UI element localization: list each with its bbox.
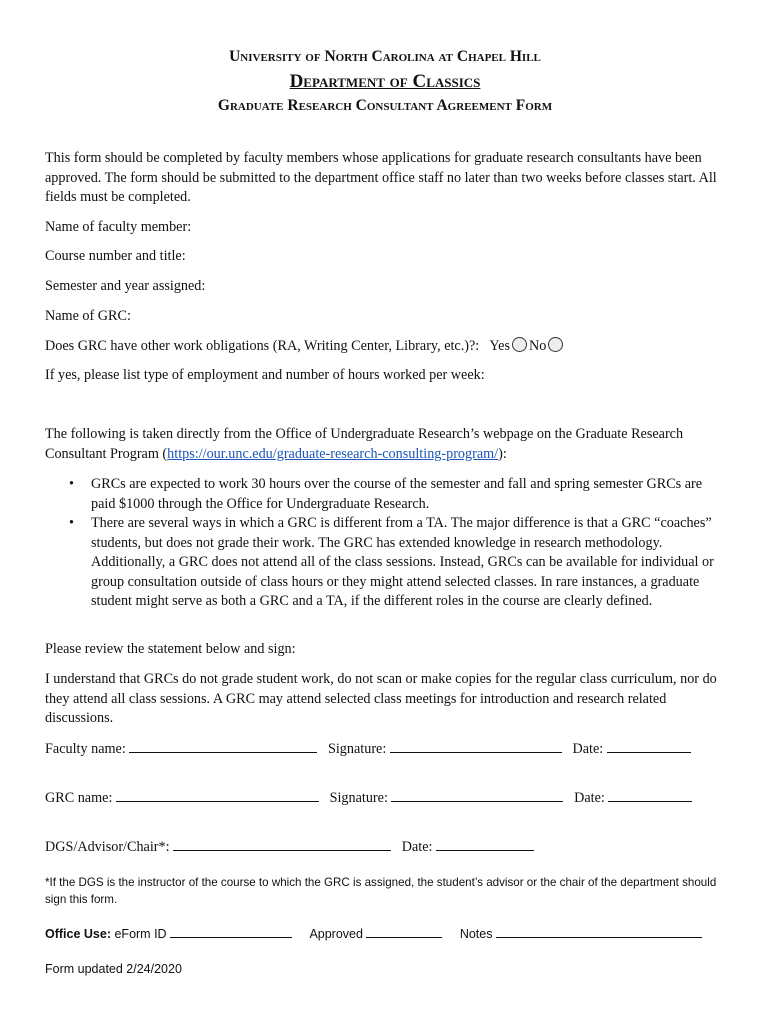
grc-signature-label: Signature: bbox=[329, 790, 388, 806]
faculty-member-field[interactable] bbox=[45, 218, 191, 237]
form-title: Graduate Research Consultant Agreement Form bbox=[217, 97, 553, 114]
no-label: No bbox=[529, 338, 547, 354]
grc-name-input[interactable] bbox=[116, 787, 319, 802]
semester-label: Semester and year assigned: bbox=[45, 278, 206, 294]
course-field[interactable] bbox=[45, 247, 186, 266]
faculty-member-label: Name of faculty member: bbox=[45, 219, 192, 235]
program-intro: The following is taken directly from the Office of Undergraduate Research’s webpage on the Graduate Research Consultant Program (https://our.unc.edu/graduate-research-consulting-program/): bbox=[45, 426, 684, 462]
notes-input[interactable] bbox=[496, 926, 702, 938]
no-radio[interactable] bbox=[548, 337, 563, 352]
list-item: • There are several ways in which a GRC is different from a TA. The major difference is that a GRC “coaches” students, but does not grade their work. The GRC has extended knowledge in research methodology. Additionally, a GRC does not attend all of the class sessions. Instead, GRCs can be available for individual or group consultation outside of class hours or they might attend selected classes. In rare instances, a graduate student might serve as both a GRC and a TA, if the different roles in the course are clearly defined. bbox=[69, 515, 714, 609]
course-label: Course number and title: bbox=[45, 248, 186, 264]
other-work-question bbox=[45, 337, 565, 356]
grc-date-label: Date: bbox=[574, 790, 605, 806]
faculty-name-label: Faculty name: bbox=[45, 741, 126, 757]
university-name: University of North Carolina at Chapel Hill bbox=[229, 48, 541, 65]
dgs-date-input[interactable] bbox=[436, 836, 534, 851]
program-bullets bbox=[45, 475, 725, 612]
footnote: *If the DGS is the instructor of the course to which the GRC is assigned, the student’s advisor or the chair of the department should sign this form. bbox=[45, 876, 717, 906]
review-instruction: Please review the statement below and sign: bbox=[45, 641, 296, 657]
eform-label: eForm ID bbox=[114, 927, 167, 941]
faculty-date-label: Date: bbox=[572, 741, 604, 757]
agreement-statement: I understand that GRCs do not grade student work, do not scan or make copies for the regular class curriculum, nor do they attend all class sessions. A GRC may attend selected class meetings for introduction and research related discussions. bbox=[45, 671, 717, 726]
faculty-name-input[interactable] bbox=[129, 738, 317, 753]
other-work-label: Does GRC have other work obligations (RA, Writing Center, Library, etc.)?: bbox=[45, 338, 480, 354]
intro-paragraph: This form should be completed by faculty members whose applications for graduate research consultants have been approved. The form should be submitted to the department office staff no later than two weeks before classes start. All fields must be completed. bbox=[45, 150, 717, 205]
yes-label: Yes bbox=[489, 338, 511, 354]
office-use-label: Office Use: bbox=[45, 927, 111, 941]
bullet-icon: • bbox=[69, 476, 74, 492]
eform-input[interactable] bbox=[170, 926, 292, 938]
faculty-date-input[interactable] bbox=[607, 738, 691, 753]
grc-name-field[interactable] bbox=[45, 307, 131, 326]
dgs-input[interactable] bbox=[173, 836, 391, 851]
department-title: Department of Classics bbox=[289, 71, 481, 92]
form-updated-date: Form updated 2/24/2020 bbox=[45, 962, 182, 976]
grc-signature-input[interactable] bbox=[391, 787, 563, 802]
approved-input[interactable] bbox=[366, 926, 442, 938]
dgs-date-label: Date: bbox=[401, 839, 433, 855]
employment-field[interactable] bbox=[45, 366, 485, 385]
employment-label: If yes, please list type of employment and number of hours worked per week: bbox=[45, 367, 485, 383]
grc-signature-row bbox=[45, 787, 692, 807]
faculty-signature-row bbox=[45, 738, 691, 758]
grc-date-input[interactable] bbox=[608, 787, 692, 802]
notes-label: Notes bbox=[459, 927, 493, 941]
yes-radio[interactable] bbox=[512, 337, 527, 352]
faculty-signature-input[interactable] bbox=[390, 738, 562, 753]
faculty-signature-label: Signature: bbox=[327, 741, 387, 757]
semester-field[interactable] bbox=[45, 277, 205, 296]
approved-label: Approved bbox=[309, 927, 363, 941]
list-item: • GRCs are expected to work 30 hours over the course of the semester and fall and spring semester GRCs are paid $1000 through the Office for Undergraduate Research. bbox=[69, 476, 703, 512]
grc-name-label: GRC name: bbox=[45, 790, 113, 806]
program-link[interactable]: https://our.unc.edu/graduate-research-consulting-program/ bbox=[167, 445, 499, 462]
dgs-label: DGS/Advisor/Chair*: bbox=[45, 839, 170, 855]
bullet-icon: • bbox=[69, 515, 74, 531]
dgs-signature-row bbox=[45, 836, 534, 856]
grc-name-label: Name of GRC: bbox=[45, 308, 131, 324]
office-use-row bbox=[45, 926, 702, 941]
